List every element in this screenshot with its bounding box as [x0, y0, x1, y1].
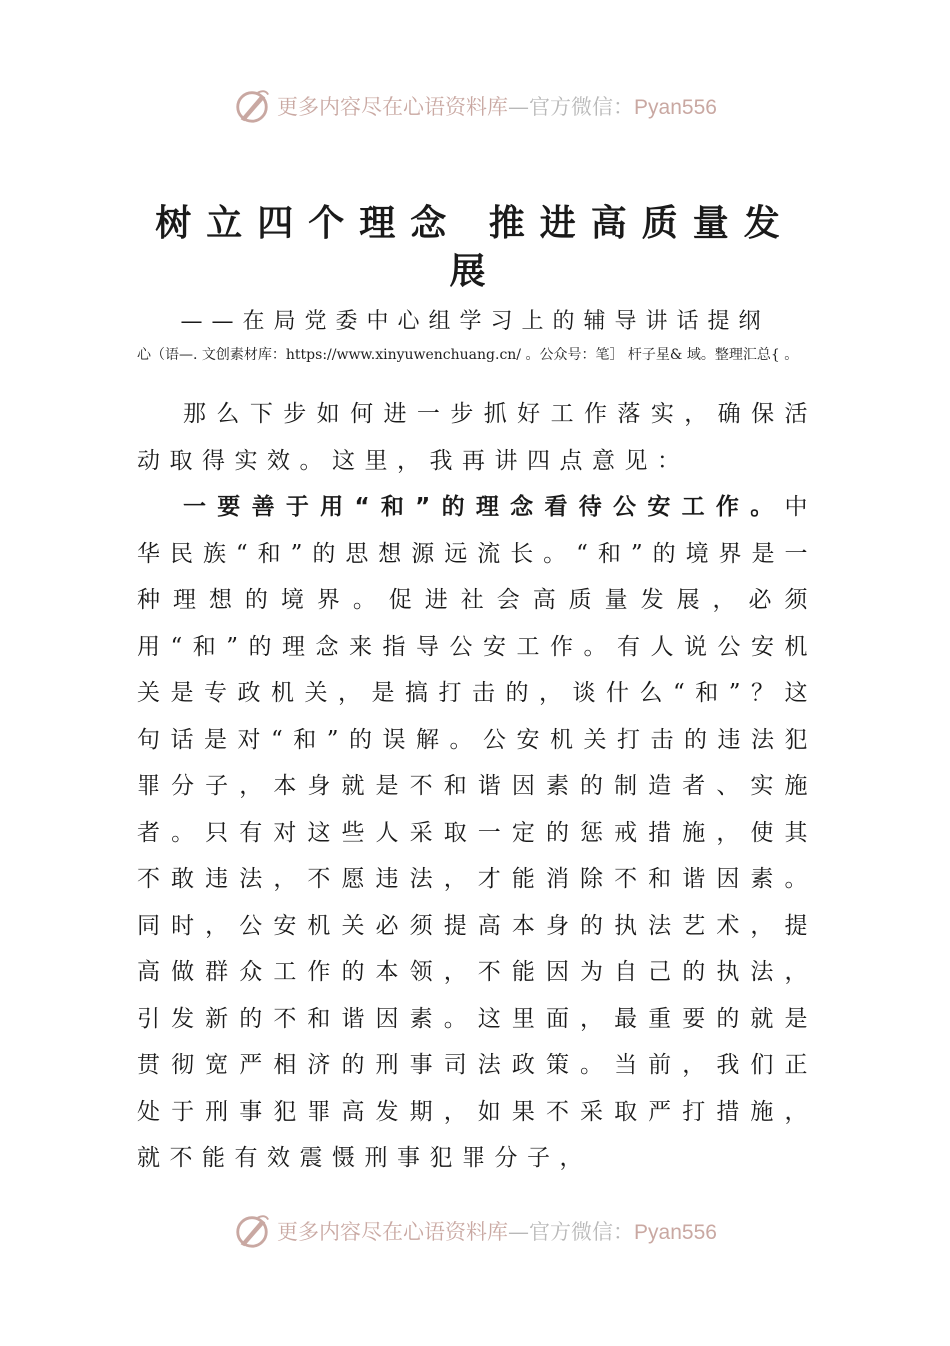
point-paragraph	[137, 484, 817, 1182]
point-heading: 一要善于用“和”的理念看待公安工作。	[183, 494, 785, 520]
footer-watermark-banner	[0, 1211, 950, 1251]
header-watermark-banner	[0, 86, 950, 126]
intro-paragraph: 那么下步如何进一步抓好工作落实，确保活动取得实效。这里，我再讲四点意见：	[137, 401, 817, 474]
document-subtitle: ——在局党委中心组学习上的辅导讲话提纲	[180, 309, 770, 334]
point-body-text: 中华民族“和”的思想源远流长。“和”的境界是一种理想的境界。促进社会高质量发展，必须用“和”的理念来指导公安工作。有人说公安机关是专政机关，是搞打击的，谈什么“和”？这句话是对“和”的误解。公安机关打击的违法犯罪分子，本身就是不和谐因素的制造者、实施者。只有对这些人采取一定的惩戒措施，使其不敢违法，不愿违法，才能消除不和谐因素。同时，公安机关必须提高本身的执法艺术，提高做群众工作的本领，不能因为自己的执法，引发新的不和谐因素。这里面，最重要的就是贯彻宽严相济的刑事司法政策。当前，我们正处于刑事犯罪高发期，如果不采取严打措施，就不能有效震慑刑事犯罪分子，	[137, 494, 817, 1171]
pen-seal-logo-icon	[233, 87, 271, 125]
banner-text: 更多内容尽在心语资料库—官方微信：Pyan556	[277, 95, 717, 119]
pen-seal-logo-icon	[233, 1212, 271, 1250]
source-note: 心（语—. 文创素材库：https://www.xinyuwenchuang.cn/ 。公众号：笔］ 杆子星& 域。整理汇总{ 。	[137, 347, 799, 363]
banner-text: 更多内容尽在心语资料库—官方微信：Pyan556	[277, 1220, 717, 1244]
document-title: 树立四个理念 推进高质量发展	[155, 203, 795, 292]
document-body	[137, 391, 817, 1182]
